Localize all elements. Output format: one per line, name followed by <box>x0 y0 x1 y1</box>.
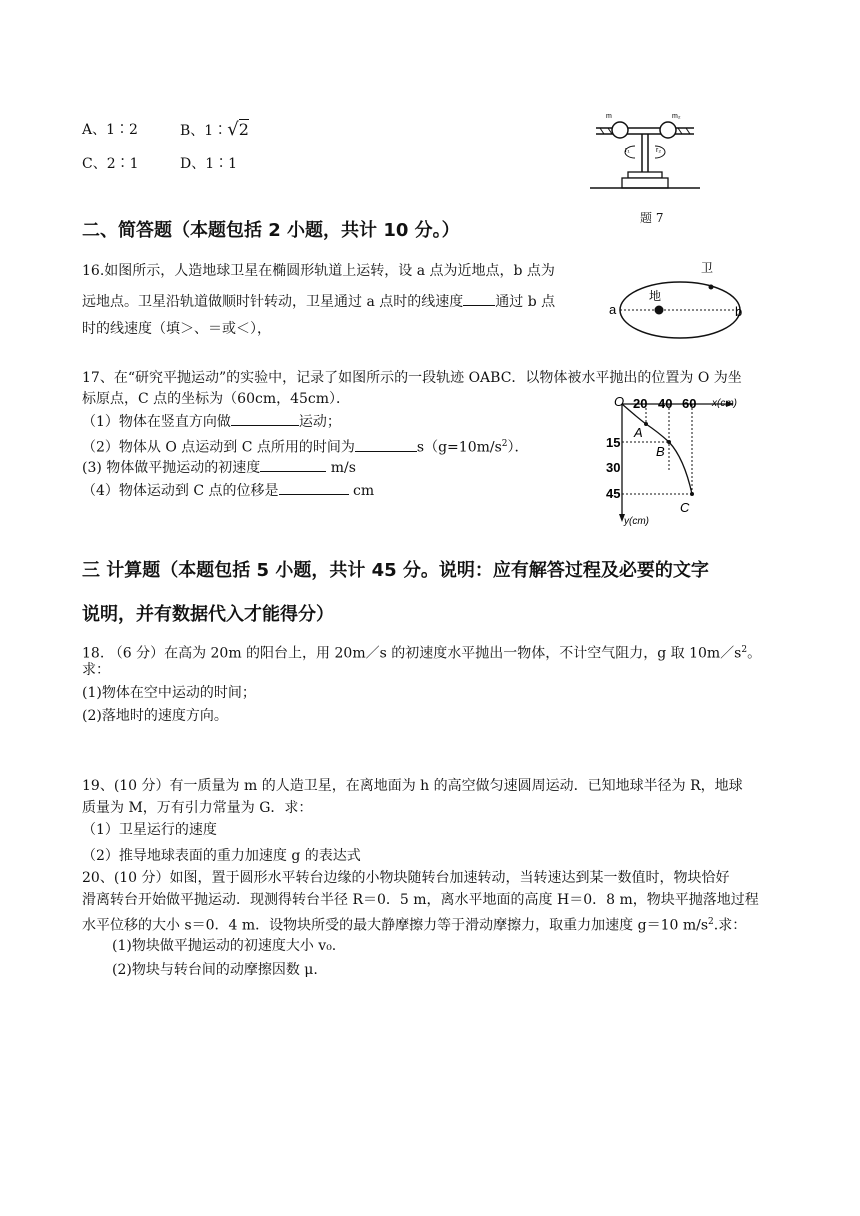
label-r2: r₂ <box>656 147 662 154</box>
answer-blank <box>355 437 417 452</box>
q17-sub3-unit: m/s <box>326 460 356 476</box>
q19-sub2: （2）推导地球表面的重力加速度 g 的表达式 <box>82 848 361 864</box>
q17-sub2 <box>82 434 529 458</box>
label-a: a <box>609 302 617 317</box>
q19-line2: 质量为 M，万有引力常量为 G．求： <box>82 800 313 816</box>
q17-sub1-text: （1）物体在竖直方向做 <box>82 414 231 430</box>
figure-caption: 题 7 <box>640 211 664 225</box>
q17-sub4-text: （4）物体运动到 C 点的位移是 <box>82 483 279 499</box>
option-b <box>180 120 249 141</box>
answer-blank <box>279 480 349 495</box>
label-m2: m₂ <box>672 113 681 120</box>
q18-line1-sup: 2 <box>741 645 748 655</box>
q20-sub1: (1)物块做平抛运动的初速度大小 v₀. <box>112 938 337 954</box>
q18-line2: 求： <box>82 662 110 678</box>
x-tick-40: 40 <box>658 396 673 411</box>
q16-line3: 时的线速度（填＞、＝或＜）， <box>82 321 271 337</box>
q16-line2-text: 远地点。卫星沿轨道做顺时针转动，卫星通过 a 点时的线速度 <box>82 294 464 310</box>
q17-line1: 17、在“研究平抛运动”的实验中，记录了如图所示的一段轨迹 OABC．以物体被水平抛出的位置为 O 为坐 <box>82 370 742 386</box>
q17-sub1-end: 运动； <box>298 414 341 430</box>
turntable-figure <box>590 108 700 194</box>
x-tick-60: 60 <box>682 396 697 411</box>
q20-line2: 滑离转台开始做平抛运动．现测得转台半径 R＝0．5 m，离水平地面的高度 H＝0．8 m，物块平抛落地过程 <box>82 892 759 908</box>
q18-line1-text: 18. （6 分）在高为 20m 的阳台上，用 20m／s 的初速度水平抛出一物体，不计空气阻力，g 取 10m／s <box>82 645 742 662</box>
option-b-radicand: 2 <box>238 120 249 139</box>
q19-line1: 19、(10 分）有一质量为 m 的人造卫星，在离地面为 h 的高空做匀速圆周运动．已知地球半径为 R，地球 <box>82 778 743 794</box>
q20-line3 <box>82 912 746 936</box>
y-tick-45: 45 <box>606 486 621 501</box>
point-a-label: A <box>634 425 643 440</box>
earth-dot <box>655 306 664 315</box>
label-m1: m <box>606 113 612 120</box>
q17-sub3 <box>82 457 356 478</box>
y-tick-30: 30 <box>606 460 621 475</box>
point-b-dot <box>667 440 671 444</box>
option-b-prefix: B、1∶ <box>180 123 228 139</box>
q18-sub1: (1)物体在空中运动的时间； <box>82 685 256 701</box>
q16-line2-end: 通过 b 点 <box>495 294 556 310</box>
sqrt-sign: √ <box>227 119 239 140</box>
axis-origin: O <box>614 394 625 409</box>
q17-sub2-unit: s（g=10m/s <box>416 439 502 456</box>
q17-sub4-unit: cm <box>348 483 375 499</box>
label-r1: r₁ <box>625 147 630 154</box>
q20-line1: 20、(10 分）如图，置于圆形水平转台边缘的小物块随转台加速转动，当转速达到某一数值时，物块恰好 <box>82 870 730 886</box>
point-a-dot <box>644 422 648 426</box>
q17-sub2-sup: 2 <box>501 439 508 449</box>
point-c-dot <box>690 492 694 496</box>
q18-line1 <box>82 640 761 664</box>
point-b-label: B <box>656 444 665 459</box>
q17-sub2-text: （2）物体从 O 点运动到 C 点所用的时间为 <box>82 439 355 456</box>
q18-sub2: (2)落地时的速度方向。 <box>82 708 228 724</box>
q17-sub3-text: (3) 物体做平抛运动的初速度 <box>82 460 261 476</box>
section-3-heading-line1: 三 计算题（本题包括 5 小题，共计 45 分。说明：应有解答过程及必要的文字 <box>82 560 709 581</box>
option-a: A、1∶2 <box>82 122 138 138</box>
point-c-label: C <box>680 500 690 515</box>
q17-sub1 <box>82 411 341 432</box>
answer-blank <box>260 457 326 472</box>
q17-line2: 标原点，C 点的坐标为（60cm，45cm）． <box>82 391 351 407</box>
section-3-heading-line2: 说明，并有数据代入才能得分） <box>82 604 334 625</box>
q16-line2 <box>82 291 555 312</box>
label-b: b <box>735 304 743 319</box>
axis-x-label: x(cm) <box>712 398 737 409</box>
q20-line3-text: 水平位移的大小 s＝0．4 m．设物块所受的最大静摩擦力等于滑动摩擦力，取重力加速度 g＝10 m/s <box>82 917 709 934</box>
y-tick-15: 15 <box>606 435 621 450</box>
orbit-figure <box>605 258 755 342</box>
label-earth: 地 <box>649 289 662 303</box>
axis-y-label: y(cm) <box>624 516 649 527</box>
q17-sub4 <box>82 480 374 501</box>
q20-sub2: (2)物块与转台间的动摩擦因数 μ. <box>112 962 318 978</box>
label-satellite: 卫 <box>701 261 714 275</box>
answer-blank <box>463 291 495 306</box>
section-2-heading: 二、简答题（本题包括 2 小题，共计 10 分。） <box>82 220 460 241</box>
q18-line1-end: 。 <box>747 645 762 662</box>
q19-sub1: （1）卫星运行的速度 <box>82 822 217 838</box>
q17-sub2-end: ）． <box>507 439 529 456</box>
q16-line1: 16.如图所示，人造地球卫星在椭圆形轨道上运转，设 a 点为近地点，b 点为 <box>82 263 555 279</box>
x-tick-20: 20 <box>633 396 648 411</box>
q20-line3-sup: 2 <box>708 917 714 927</box>
trajectory-graph <box>608 392 748 530</box>
q20-line3-end: .求： <box>713 917 747 934</box>
option-c: C、2∶1 <box>82 156 139 172</box>
option-d: D、1∶1 <box>180 156 238 172</box>
answer-blank <box>231 411 299 426</box>
satellite-dot <box>709 285 714 290</box>
